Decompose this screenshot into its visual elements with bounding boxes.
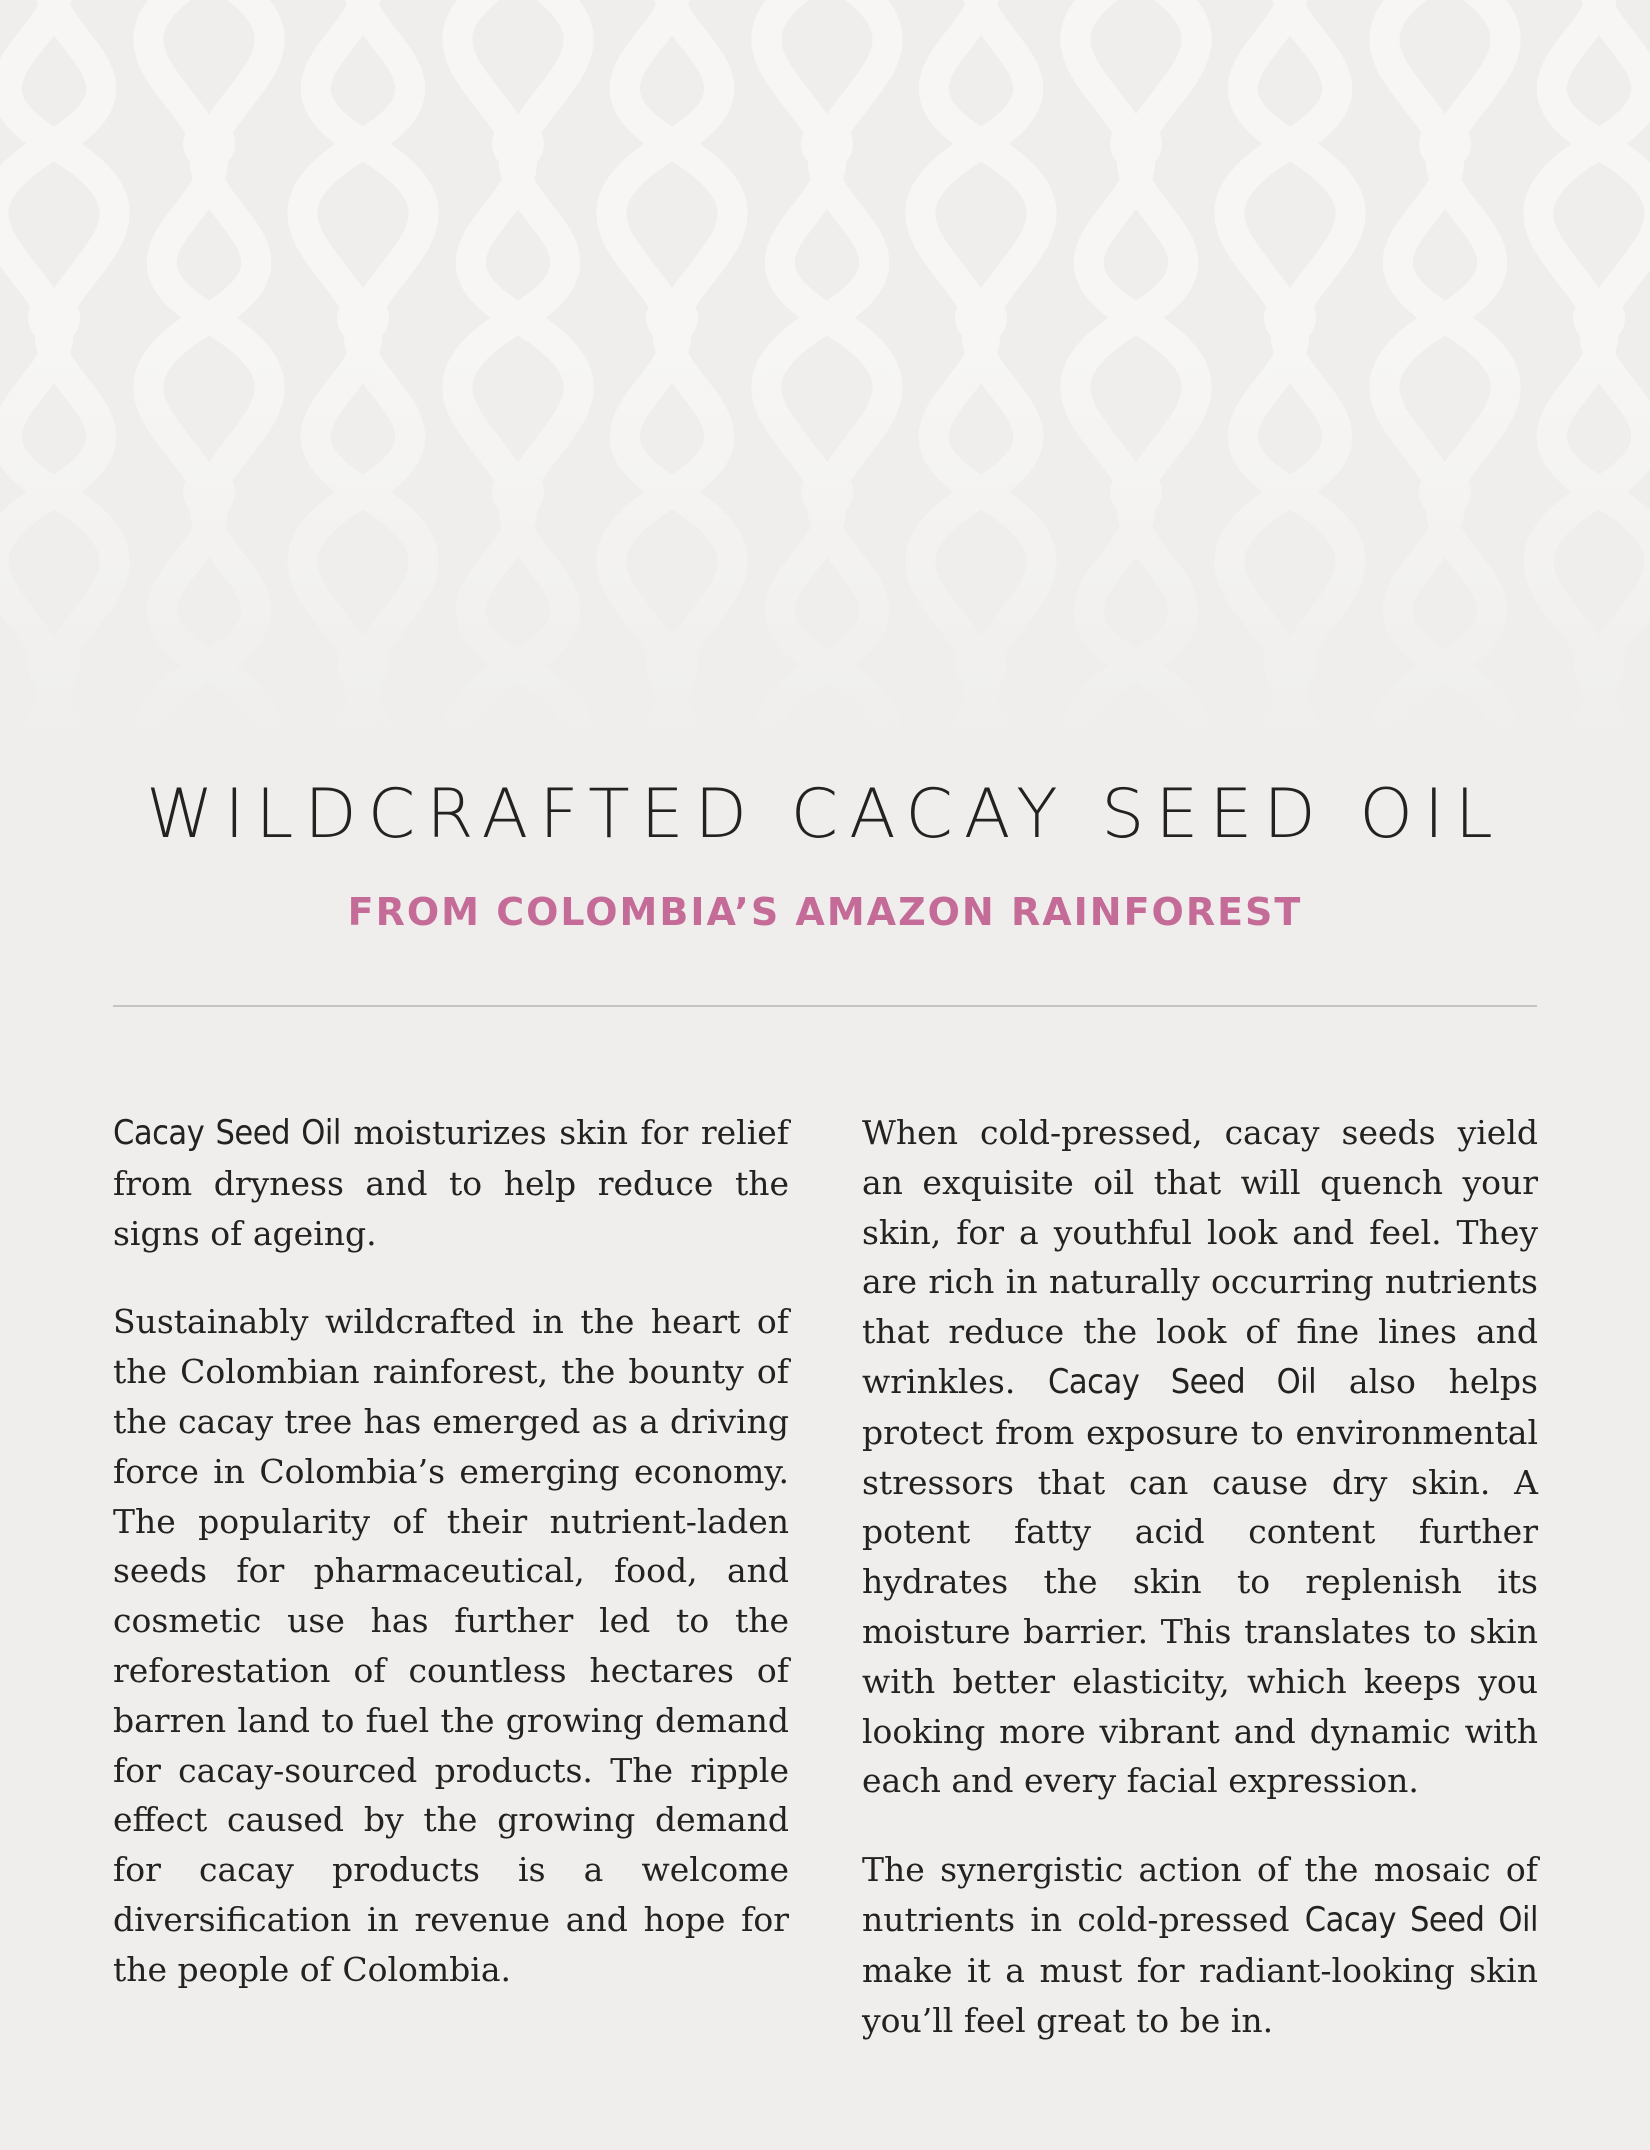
pattern-fade xyxy=(0,0,1650,760)
paragraph-text: also helps protect from exposure to environmental stressors that can cause dry skin. A potent fatty acid content further hydrates the skin to replenish its moisture barrier. This translates to skin with better elasticity, which keeps you looking more vibrant and dynamic with each and every facial expression. xyxy=(862,1361,1538,1801)
brand-name: Cacay Seed Oil xyxy=(113,1113,341,1153)
page-title: WILDCRAFTED CACAY SEED OIL xyxy=(146,775,1504,854)
paragraph xyxy=(862,1108,1538,1806)
right-column xyxy=(862,1108,1538,2084)
paragraph-text: The synergistic action of the mosaic of nutrients in cold-pressed xyxy=(862,1850,1538,1939)
page-subtitle: FROM COLOMBIA’S AMAZON RAINFOREST xyxy=(347,890,1303,934)
paragraph xyxy=(862,1845,1538,2045)
brand-name: Cacay Seed Oil xyxy=(1304,1899,1538,1940)
paragraph: Sustainably wildcrafted in the heart of the Colombian rainforest, the bounty of the cacay tree has emerged as a driving force in Colombia’s emerging economy. The popularity of their nutrient-laden seeds for pharmaceutical, food, and cosmetic use has further led to the reforestation of countless hectares of barren land to fuel the growing demand for cacay-sourced products. The ripple effect caused by the growing demand for cacay products is a welcome diversification in revenue and hope for the people of Colombia. xyxy=(113,1302,789,1989)
left-column xyxy=(113,1108,789,2034)
title-divider xyxy=(113,1005,1537,1007)
paragraph-text: When cold-pressed, cacay seeds yield an exquisite oil that will quench your skin, for a youthful look and feel. They are rich in naturally occurring nutrients that reduce the look of fine lines and wrinkles. xyxy=(862,1113,1538,1401)
brand-name: Cacay Seed Oil xyxy=(1048,1361,1317,1402)
paragraph-text: moisturizes skin for relief from dryness and to help reduce the signs of ageing. xyxy=(113,1113,789,1253)
paragraph xyxy=(113,1108,789,1258)
paragraph-text: make it a must for radiant-looking skin you’ll feel great to be in. xyxy=(862,1950,1538,2040)
